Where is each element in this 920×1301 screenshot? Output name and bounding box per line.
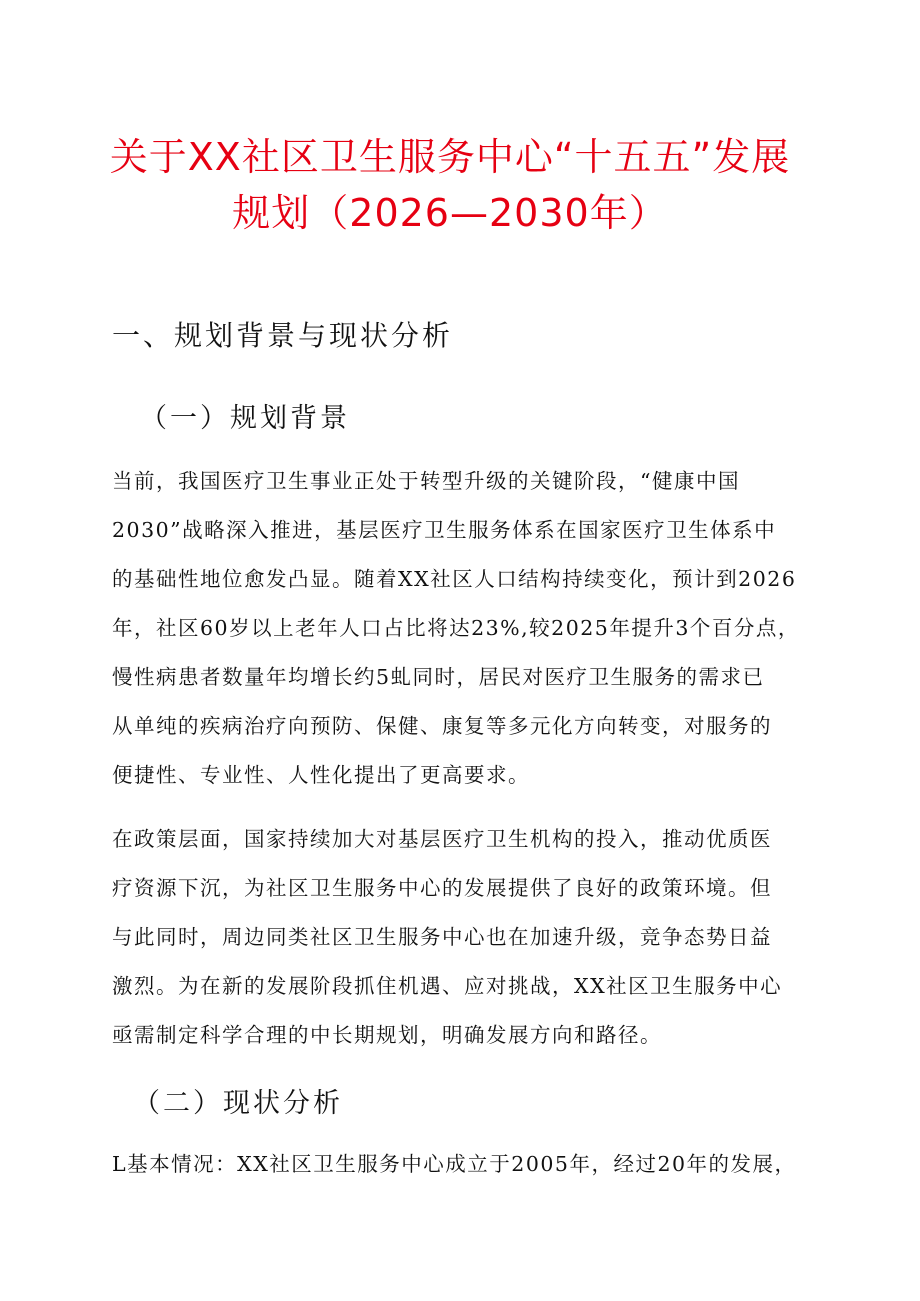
- subsection-heading-status: （二）现状分析: [133, 1088, 343, 1119]
- paragraph-line: 在政策层面，国家持续加大对基层医疗卫生机构的投入，推动优质医: [112, 827, 772, 851]
- paragraph-background-2: [112, 815, 812, 1060]
- paragraph-line: 年，社区60岁以上老年人口占比将达23%,较2025年提升3个百分点，: [112, 616, 800, 640]
- paragraph-line: 的基础性地位愈发凸显。随着XX社区人口结构持续变化，预计到2026: [112, 567, 797, 591]
- paragraph-line: 慢性病患者数量年均增长约5虬同时，居民对医疗卫生服务的需求已: [112, 665, 765, 689]
- paragraph-line: 便捷性、专业性、人性化提出了更高要求。: [112, 763, 530, 787]
- paragraph-line: 激烈。为在新的发展阶段抓住机遇、应对挑战，XX社区卫生服务中心: [112, 974, 783, 998]
- paragraph-line: 疗资源下沉，为社区卫生服务中心的发展提供了良好的政策环境。但: [112, 876, 772, 900]
- document-title-line-2: 规划（2026—2030年）: [232, 191, 668, 235]
- paragraph-line: 2030”战略深入推进，基层医疗卫生服务体系在国家医疗卫生体系中: [112, 518, 777, 542]
- document-title-line-1: 关于XX社区卫生服务中心“十五五”发展: [109, 135, 791, 179]
- section-heading: 一、规划背景与现状分析: [112, 319, 454, 352]
- paragraph-line: 亟需制定科学合理的中长期规划，明确发展方向和路径。: [112, 1023, 662, 1047]
- paragraph-line: 当前，我国医疗卫生事业正处于转型升级的关键阶段，“健康中国: [112, 469, 740, 493]
- paragraph-line: 从单纯的疾病治疗向预防、保健、康复等多元化方向转变，对服务的: [112, 714, 772, 738]
- paragraph-background-1: [112, 457, 812, 800]
- subsection-heading-background: （一）规划背景: [140, 403, 350, 434]
- paragraph-line: L基本情况：XX社区卫生服务中心成立于2005年，经过20年的发展，: [112, 1152, 797, 1176]
- paragraph-line: 与此同时，周边同类社区卫生服务中心也在加速升级，竞争态势日益: [112, 925, 772, 949]
- paragraph-status-1: [112, 1140, 812, 1189]
